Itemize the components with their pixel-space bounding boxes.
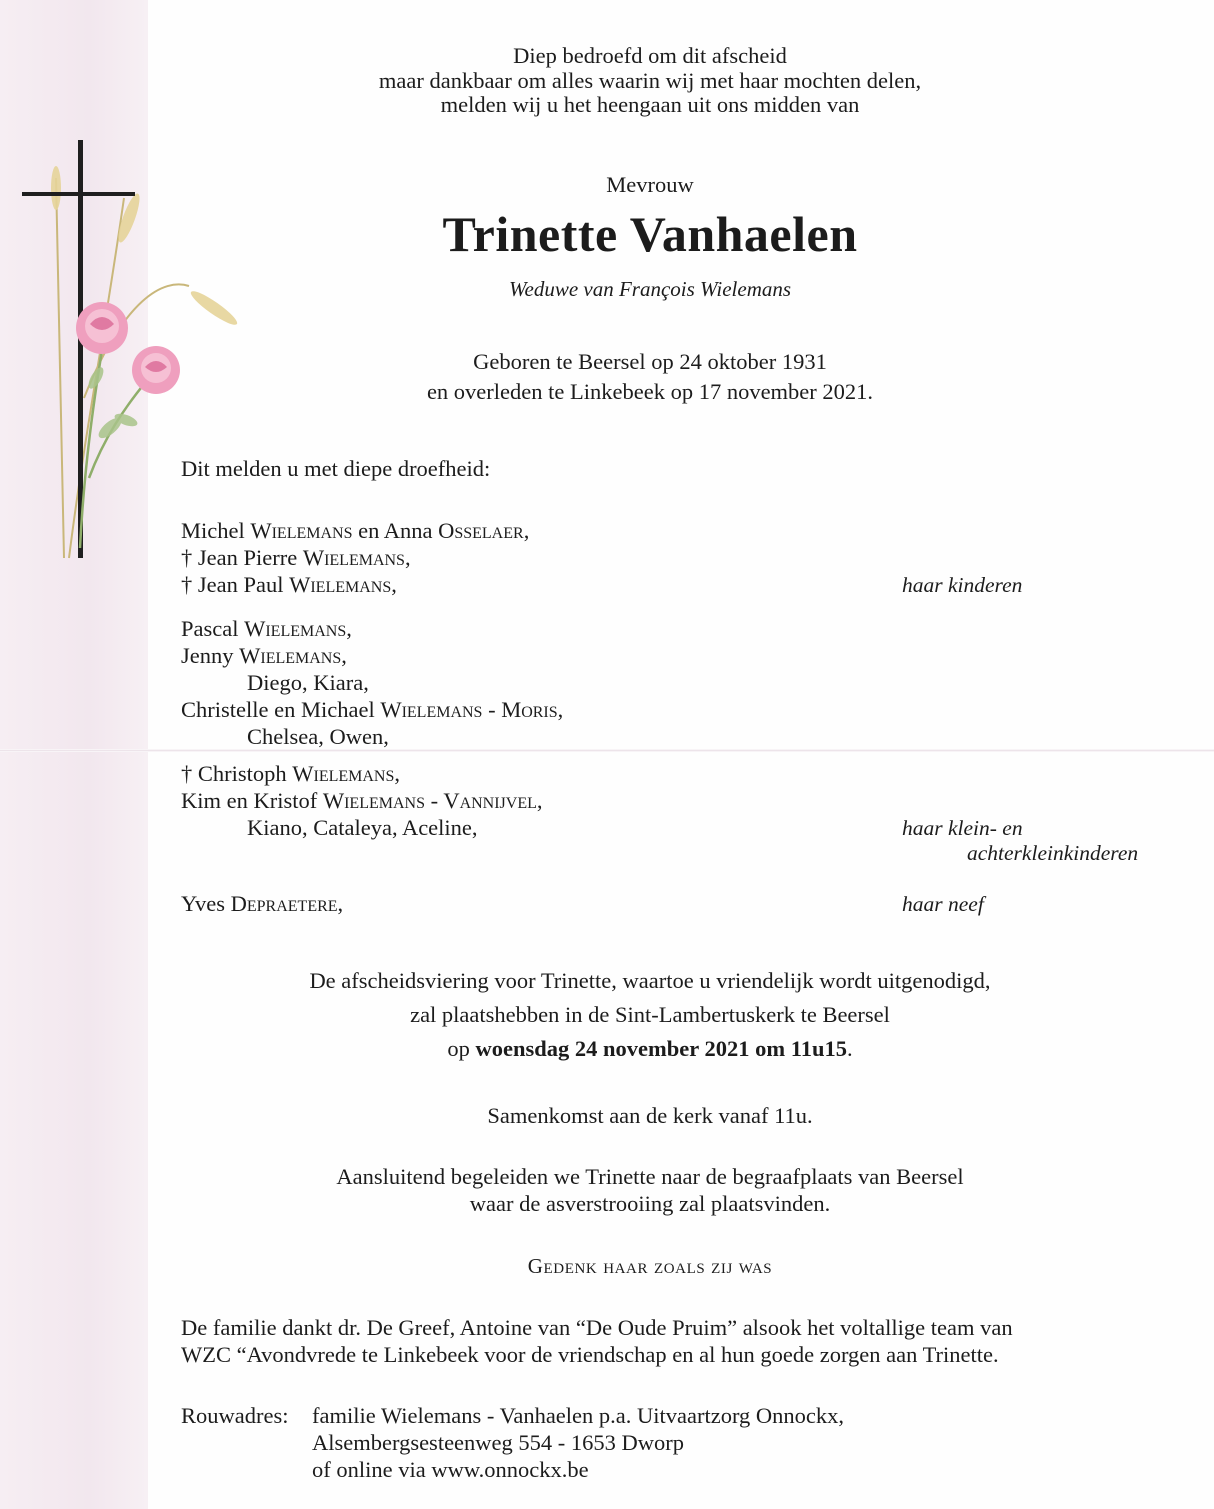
ceremony-date: op woensdag 24 november 2021 om 11u15. [447,1036,853,1061]
family-line: † Jean Paul Wielemans, [181,572,397,597]
family-line: Kim en Kristof Wielemans - Vannijvel, [181,788,543,813]
family-line: † Christoph Wielemans, [181,761,401,786]
address-line: familie Wielemans - Vanhaelen p.a. Uitvaartzorg Onnockx, [312,1403,845,1428]
honorific: Mevrouw [606,172,694,197]
ceremony-line: De afscheidsviering voor Trinette, waartoe u vriendelijk wordt uitgenodigd, [309,968,991,993]
birth-line: Geboren te Beersel op 24 oktober 1931 [473,349,827,374]
intro-line: maar dankbaar om alles waarin wij met haar mochten delen, [378,68,922,93]
relation-grandchildren: achterkleinkinderen [967,841,1139,865]
relation-grandchildren: haar klein- en [902,816,1023,840]
family-line: Michel Wielemans en Anna Osselaer, [181,518,530,543]
family-line: Kiano, Cataleya, Aceline, [247,815,478,840]
deceased-name: Trinette Vanhaelen [442,206,858,262]
burial-line: Aansluitend begeleiden we Trinette naar de begraafplaats van Beersel [336,1164,964,1189]
spouse-line: Weduwe van François Wielemans [508,277,792,301]
thanks-line: WZC “Avondvrede te Linkebeek voor de vriendschap en al hun goede zorgen aan Trinette. [181,1342,999,1367]
death-line: en overleden te Linkebeek op 17 november 2021. [426,379,874,404]
family-line: Yves Depraetere, [181,891,344,916]
address-label: Rouwadres: [181,1403,289,1428]
thanks-line: De familie dankt dr. De Greef, Antoine van “De Oude Pruim” alsook het voltallige team van [181,1315,1013,1340]
rose-icon [76,302,128,354]
ceremony-line: zal plaatshebben in de Sint-Lambertuskerk te Beersel [410,1002,890,1027]
burial-line: waar de asverstrooiing zal plaatsvinden. [469,1191,831,1216]
fold-line [0,749,1214,752]
family-line: Christelle en Michael Wielemans - Moris, [181,697,564,722]
relation-children: haar kinderen [902,573,1023,597]
relation-nephew: haar neef [902,892,984,916]
intro-line: Diep bedroefd om dit afscheid [513,43,787,68]
remember-line: Gedenk haar zoals zij was [527,1254,773,1278]
address-line: Alsembergsesteenweg 554 - 1653 Dworp [312,1430,685,1455]
announce-line: Dit melden u met diepe droefheid: [181,456,491,481]
address-line: of online via www.onnockx.be [312,1457,589,1482]
family-line: † Jean Pierre Wielemans, [181,545,411,570]
family-line: Pascal Wielemans, [181,616,352,641]
intro-line: melden wij u het heengaan uit ons midden van [440,92,860,117]
family-line: Chelsea, Owen, [247,724,389,749]
gathering-line: Samenkomst aan de kerk vanaf 11u. [487,1103,813,1128]
family-line: Diego, Kiara, [247,670,369,695]
family-line: Jenny Wielemans, [181,643,347,668]
